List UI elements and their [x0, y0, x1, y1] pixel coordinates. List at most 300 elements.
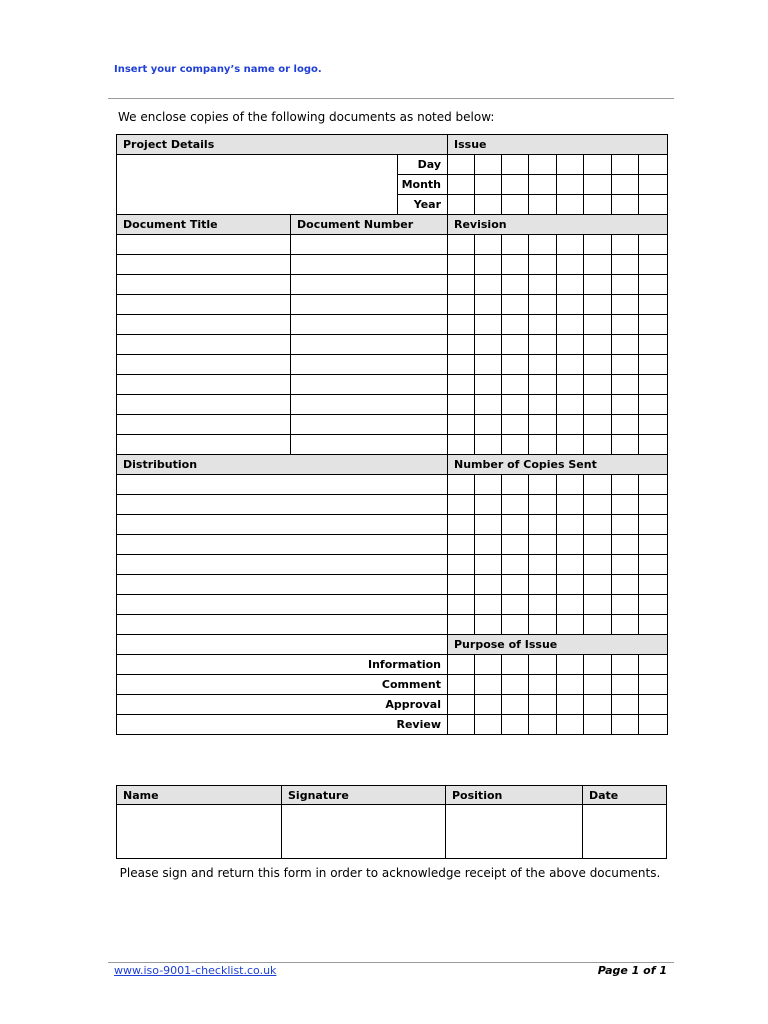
copies-cell[interactable]: [502, 575, 529, 595]
table-row: [117, 575, 668, 595]
footer-divider: [108, 962, 674, 963]
issue-row-label: Year: [398, 195, 448, 215]
document-title-field[interactable]: [117, 415, 291, 435]
copies-cell[interactable]: [475, 595, 502, 615]
revision-cell[interactable]: [612, 435, 639, 455]
header-divider: [108, 98, 674, 99]
copies-cell[interactable]: [557, 595, 584, 615]
table-row: [117, 535, 668, 555]
distribution-field[interactable]: [117, 475, 448, 495]
revision-cell[interactable]: [639, 435, 668, 455]
purpose-cell[interactable]: [448, 715, 475, 735]
page-number: Page 1 of 1: [597, 964, 667, 977]
revision-cell[interactable]: [529, 435, 557, 455]
copies-cell[interactable]: [502, 535, 529, 555]
table-row: [117, 355, 668, 375]
revision-cell[interactable]: [448, 415, 475, 435]
revision-cell[interactable]: [639, 415, 668, 435]
purpose-cell[interactable]: [502, 675, 529, 695]
revision-cell[interactable]: [584, 415, 612, 435]
purpose-cell[interactable]: [502, 655, 529, 675]
copies-cell[interactable]: [448, 595, 475, 615]
distribution-field[interactable]: [117, 615, 448, 635]
date-header: Date: [583, 786, 667, 805]
copies-cell[interactable]: [529, 595, 557, 615]
project-details-header: Project Details: [117, 135, 448, 155]
issue-date-cell[interactable]: [584, 195, 612, 215]
revision-cell[interactable]: [502, 355, 529, 375]
name-field[interactable]: [117, 805, 282, 859]
purpose-cell[interactable]: [448, 655, 475, 675]
revision-cell[interactable]: [557, 435, 584, 455]
revision-cell[interactable]: [584, 295, 612, 315]
revision-cell[interactable]: [612, 315, 639, 335]
revision-cell[interactable]: [584, 235, 612, 255]
revision-cell[interactable]: [557, 295, 584, 315]
copies-cell[interactable]: [529, 615, 557, 635]
issue-date-cell[interactable]: [557, 175, 584, 195]
revision-cell[interactable]: [529, 275, 557, 295]
purpose-cell[interactable]: [612, 695, 639, 715]
revision-cell[interactable]: [639, 295, 668, 315]
table-row: [117, 455, 668, 475]
copies-cell[interactable]: [639, 475, 668, 495]
revision-cell[interactable]: [639, 255, 668, 275]
distribution-field[interactable]: [117, 515, 448, 535]
revision-cell[interactable]: [448, 375, 475, 395]
purpose-cell[interactable]: [584, 695, 612, 715]
issue-date-cell[interactable]: [639, 175, 668, 195]
issue-date-cell[interactable]: [639, 195, 668, 215]
revision-cell[interactable]: [475, 335, 502, 355]
distribution-field[interactable]: [117, 535, 448, 555]
document-number-field[interactable]: [291, 275, 448, 295]
revision-cell[interactable]: [529, 395, 557, 415]
date-field[interactable]: [583, 805, 667, 859]
copies-cell[interactable]: [639, 495, 668, 515]
copies-cell[interactable]: [529, 575, 557, 595]
copies-cell[interactable]: [529, 555, 557, 575]
copies-cell[interactable]: [584, 555, 612, 575]
purpose-cell[interactable]: [584, 655, 612, 675]
purpose-cell[interactable]: [584, 715, 612, 735]
document-title-field[interactable]: [117, 255, 291, 275]
copies-cell[interactable]: [529, 535, 557, 555]
table-row: [117, 415, 668, 435]
revision-cell[interactable]: [448, 275, 475, 295]
table-row: [117, 595, 668, 615]
table-row: [117, 655, 668, 675]
issue-date-cell[interactable]: [502, 175, 529, 195]
purpose-cell[interactable]: [557, 695, 584, 715]
table-row: [117, 135, 668, 155]
revision-cell[interactable]: [557, 375, 584, 395]
revision-cell[interactable]: [448, 255, 475, 275]
issue-date-cell[interactable]: [557, 195, 584, 215]
copies-cell[interactable]: [612, 615, 639, 635]
issue-row-label: Month: [398, 175, 448, 195]
revision-cell[interactable]: [584, 355, 612, 375]
purpose-cell[interactable]: [612, 655, 639, 675]
issue-row-label: Day: [398, 155, 448, 175]
revision-cell[interactable]: [502, 295, 529, 315]
issue-date-cell[interactable]: [612, 175, 639, 195]
table-row: [117, 255, 668, 275]
issue-date-cell[interactable]: [612, 155, 639, 175]
name-header: Name: [117, 786, 282, 805]
revision-cell[interactable]: [529, 315, 557, 335]
purpose-cell[interactable]: [448, 695, 475, 715]
issue-date-cell[interactable]: [584, 175, 612, 195]
intro-text: We enclose copies of the following documents as noted below:: [118, 110, 495, 124]
revision-cell[interactable]: [475, 295, 502, 315]
revision-cell[interactable]: [475, 395, 502, 415]
issue-date-cell[interactable]: [448, 195, 475, 215]
acknowledgement-note: Please sign and return this form in order to acknowledge receipt of the above documents.: [119, 866, 661, 880]
revision-cell[interactable]: [529, 415, 557, 435]
table-row: [117, 635, 668, 655]
purpose-cell[interactable]: [557, 655, 584, 675]
revision-cell[interactable]: [612, 355, 639, 375]
revision-cell[interactable]: [557, 235, 584, 255]
copies-cell[interactable]: [557, 615, 584, 635]
issue-date-cell[interactable]: [475, 175, 502, 195]
distribution-header: Distribution: [117, 455, 448, 475]
document-title-field[interactable]: [117, 435, 291, 455]
revision-cell[interactable]: [475, 315, 502, 335]
copies-cell[interactable]: [502, 475, 529, 495]
copies-cell[interactable]: [502, 595, 529, 615]
table-row: [117, 435, 668, 455]
copies-cell[interactable]: [612, 595, 639, 615]
copies-cell[interactable]: [448, 495, 475, 515]
document-title-field[interactable]: [117, 355, 291, 375]
copies-cell[interactable]: [557, 475, 584, 495]
copies-cell[interactable]: [502, 515, 529, 535]
purpose-cell[interactable]: [529, 675, 557, 695]
issue-date-cell[interactable]: [475, 195, 502, 215]
purpose-cell[interactable]: [502, 715, 529, 735]
revision-cell[interactable]: [502, 375, 529, 395]
copies-cell[interactable]: [557, 555, 584, 575]
table-row: [117, 395, 668, 415]
table-row: [117, 335, 668, 355]
copies-cell[interactable]: [502, 615, 529, 635]
copies-cell[interactable]: [475, 615, 502, 635]
purpose-cell[interactable]: [475, 675, 502, 695]
revision-cell[interactable]: [475, 235, 502, 255]
issue-date-cell[interactable]: [502, 195, 529, 215]
revision-cell[interactable]: [557, 415, 584, 435]
revision-cell[interactable]: [502, 255, 529, 275]
revision-cell[interactable]: [529, 375, 557, 395]
revision-cell[interactable]: [529, 295, 557, 315]
issue-date-cell[interactable]: [448, 155, 475, 175]
copies-cell[interactable]: [584, 575, 612, 595]
table-row: [117, 675, 668, 695]
table-row: [117, 715, 668, 735]
revision-cell[interactable]: [584, 395, 612, 415]
issue-date-cell[interactable]: [557, 155, 584, 175]
revision-cell[interactable]: [584, 275, 612, 295]
position-header: Position: [446, 786, 583, 805]
revision-cell[interactable]: [448, 435, 475, 455]
copies-cell[interactable]: [557, 575, 584, 595]
purpose-cell[interactable]: [475, 715, 502, 735]
copies-cell[interactable]: [448, 575, 475, 595]
purpose-cell[interactable]: [612, 675, 639, 695]
issue-header: Issue: [448, 135, 668, 155]
copies-cell[interactable]: [557, 535, 584, 555]
revision-cell[interactable]: [448, 335, 475, 355]
document-number-field[interactable]: [291, 375, 448, 395]
document-number-field[interactable]: [291, 415, 448, 435]
copies-cell[interactable]: [448, 615, 475, 635]
document-title-field[interactable]: [117, 375, 291, 395]
copies-cell[interactable]: [448, 475, 475, 495]
purpose-cell[interactable]: [639, 655, 668, 675]
purpose-cell[interactable]: [639, 715, 668, 735]
purpose-row-label: Review: [117, 715, 448, 735]
table-row: [117, 295, 668, 315]
signature-field[interactable]: [282, 805, 446, 859]
issue-date-cell[interactable]: [612, 195, 639, 215]
revision-cell[interactable]: [475, 415, 502, 435]
revision-cell[interactable]: [557, 335, 584, 355]
revision-cell[interactable]: [557, 355, 584, 375]
copies-cell[interactable]: [584, 615, 612, 635]
distribution-field[interactable]: [117, 495, 448, 515]
document-title-field[interactable]: [117, 235, 291, 255]
document-number-field[interactable]: [291, 235, 448, 255]
document-number-field[interactable]: [291, 395, 448, 415]
table-row: [117, 155, 668, 175]
purpose-cell[interactable]: [557, 715, 584, 735]
purpose-cell[interactable]: [529, 715, 557, 735]
revision-cell[interactable]: [639, 235, 668, 255]
issue-date-cell[interactable]: [502, 155, 529, 175]
purpose-cell[interactable]: [584, 675, 612, 695]
revision-cell[interactable]: [612, 255, 639, 275]
issue-date-cell[interactable]: [584, 155, 612, 175]
issue-date-cell[interactable]: [448, 175, 475, 195]
table-row: [117, 515, 668, 535]
revision-cell[interactable]: [639, 355, 668, 375]
table-row: [117, 495, 668, 515]
table-row: [117, 215, 668, 235]
revision-cell[interactable]: [557, 315, 584, 335]
transmittal-form-table: [116, 134, 668, 735]
document-number-field[interactable]: [291, 355, 448, 375]
revision-cell[interactable]: [502, 415, 529, 435]
revision-cell[interactable]: [475, 435, 502, 455]
revision-cell[interactable]: [529, 355, 557, 375]
copies-cell[interactable]: [639, 535, 668, 555]
document-number-field[interactable]: [291, 335, 448, 355]
purpose-cell[interactable]: [529, 655, 557, 675]
signature-header: Signature: [282, 786, 446, 805]
issue-date-cell[interactable]: [475, 155, 502, 175]
purpose-cell[interactable]: [475, 695, 502, 715]
revision-cell[interactable]: [475, 355, 502, 375]
revision-cell[interactable]: [612, 415, 639, 435]
copies-cell[interactable]: [639, 555, 668, 575]
table-row: [117, 615, 668, 635]
revision-cell[interactable]: [448, 235, 475, 255]
copies-cell[interactable]: [448, 555, 475, 575]
revision-cell[interactable]: [475, 375, 502, 395]
revision-cell[interactable]: [639, 315, 668, 335]
copies-cell[interactable]: [475, 495, 502, 515]
document-number-field[interactable]: [291, 435, 448, 455]
revision-cell[interactable]: [584, 435, 612, 455]
copies-cell[interactable]: [475, 535, 502, 555]
revision-cell[interactable]: [584, 335, 612, 355]
purpose-cell[interactable]: [448, 675, 475, 695]
table-row: [117, 475, 668, 495]
revision-cell[interactable]: [502, 275, 529, 295]
document-number-field[interactable]: [291, 295, 448, 315]
table-row: [117, 275, 668, 295]
copies-cell[interactable]: [584, 595, 612, 615]
revision-cell[interactable]: [475, 255, 502, 275]
copies-cell[interactable]: [448, 535, 475, 555]
document-title-field[interactable]: [117, 275, 291, 295]
copies-cell[interactable]: [612, 495, 639, 515]
revision-cell[interactable]: [557, 275, 584, 295]
revision-header: Revision: [448, 215, 668, 235]
purpose-cell[interactable]: [612, 715, 639, 735]
revision-cell[interactable]: [529, 235, 557, 255]
revision-cell[interactable]: [639, 335, 668, 355]
revision-cell[interactable]: [639, 375, 668, 395]
copies-cell[interactable]: [529, 515, 557, 535]
revision-cell[interactable]: [502, 335, 529, 355]
purpose-cell[interactable]: [502, 695, 529, 715]
revision-cell[interactable]: [612, 335, 639, 355]
revision-cell[interactable]: [557, 395, 584, 415]
copies-cell[interactable]: [612, 575, 639, 595]
revision-cell[interactable]: [612, 295, 639, 315]
copies-cell[interactable]: [612, 555, 639, 575]
revision-cell[interactable]: [584, 255, 612, 275]
document-title-field[interactable]: [117, 335, 291, 355]
distribution-field[interactable]: [117, 595, 448, 615]
copies-cell[interactable]: [639, 515, 668, 535]
revision-cell[interactable]: [639, 275, 668, 295]
revision-cell[interactable]: [584, 375, 612, 395]
distribution-field[interactable]: [117, 555, 448, 575]
revision-cell[interactable]: [448, 295, 475, 315]
copies-cell[interactable]: [584, 535, 612, 555]
company-name-placeholder: Insert your company’s name or logo.: [114, 64, 322, 75]
copies-cell[interactable]: [475, 515, 502, 535]
issue-date-cell[interactable]: [529, 175, 557, 195]
purpose-row-label: Comment: [117, 675, 448, 695]
copies-cell[interactable]: [639, 595, 668, 615]
revision-cell[interactable]: [584, 315, 612, 335]
table-row: [117, 695, 668, 715]
purpose-row-label: Approval: [117, 695, 448, 715]
revision-cell[interactable]: [612, 395, 639, 415]
purpose-spacer: [117, 635, 448, 655]
copies-cell[interactable]: [529, 475, 557, 495]
copies-cell[interactable]: [502, 555, 529, 575]
copies-cell[interactable]: [502, 495, 529, 515]
purpose-of-issue-header: Purpose of Issue: [448, 635, 668, 655]
copies-cell[interactable]: [584, 475, 612, 495]
purpose-row-label: Information: [117, 655, 448, 675]
copies-cell[interactable]: [639, 575, 668, 595]
table-row: [117, 375, 668, 395]
footer-website-link[interactable]: www.iso-9001-checklist.co.uk: [114, 964, 277, 977]
document-title-field[interactable]: [117, 315, 291, 335]
table-row: [117, 555, 668, 575]
issue-date-cell[interactable]: [639, 155, 668, 175]
issue-date-cell[interactable]: [529, 155, 557, 175]
revision-cell[interactable]: [502, 235, 529, 255]
document-title-field[interactable]: [117, 295, 291, 315]
purpose-cell[interactable]: [557, 675, 584, 695]
document-title-field[interactable]: [117, 395, 291, 415]
revision-cell[interactable]: [502, 395, 529, 415]
revision-cell[interactable]: [475, 275, 502, 295]
copies-cell[interactable]: [639, 615, 668, 635]
revision-cell[interactable]: [448, 315, 475, 335]
copies-cell[interactable]: [612, 535, 639, 555]
copies-sent-header: Number of Copies Sent: [448, 455, 668, 475]
document-title-header: Document Title: [117, 215, 291, 235]
copies-cell[interactable]: [475, 555, 502, 575]
purpose-cell[interactable]: [529, 695, 557, 715]
copies-cell[interactable]: [475, 575, 502, 595]
signoff-table: [116, 785, 667, 859]
revision-cell[interactable]: [557, 255, 584, 275]
revision-cell[interactable]: [502, 435, 529, 455]
copies-cell[interactable]: [584, 495, 612, 515]
revision-cell[interactable]: [639, 395, 668, 415]
revision-cell[interactable]: [612, 375, 639, 395]
issue-date-cell[interactable]: [529, 195, 557, 215]
purpose-cell[interactable]: [639, 695, 668, 715]
revision-cell[interactable]: [529, 335, 557, 355]
copies-cell[interactable]: [584, 515, 612, 535]
document-number-header: Document Number: [291, 215, 448, 235]
revision-cell[interactable]: [612, 235, 639, 255]
table-row: [117, 235, 668, 255]
position-field[interactable]: [446, 805, 583, 859]
document-number-field[interactable]: [291, 255, 448, 275]
purpose-cell[interactable]: [639, 675, 668, 695]
copies-cell[interactable]: [612, 515, 639, 535]
revision-cell[interactable]: [612, 275, 639, 295]
copies-cell[interactable]: [557, 515, 584, 535]
copies-cell[interactable]: [557, 495, 584, 515]
document-number-field[interactable]: [291, 315, 448, 335]
copies-cell[interactable]: [475, 475, 502, 495]
copies-cell[interactable]: [448, 515, 475, 535]
revision-cell[interactable]: [448, 355, 475, 375]
copies-cell[interactable]: [529, 495, 557, 515]
copies-cell[interactable]: [612, 475, 639, 495]
table-row: [117, 315, 668, 335]
distribution-field[interactable]: [117, 575, 448, 595]
revision-cell[interactable]: [502, 315, 529, 335]
project-details-field[interactable]: [117, 155, 398, 215]
revision-cell[interactable]: [448, 395, 475, 415]
revision-cell[interactable]: [529, 255, 557, 275]
purpose-cell[interactable]: [475, 655, 502, 675]
